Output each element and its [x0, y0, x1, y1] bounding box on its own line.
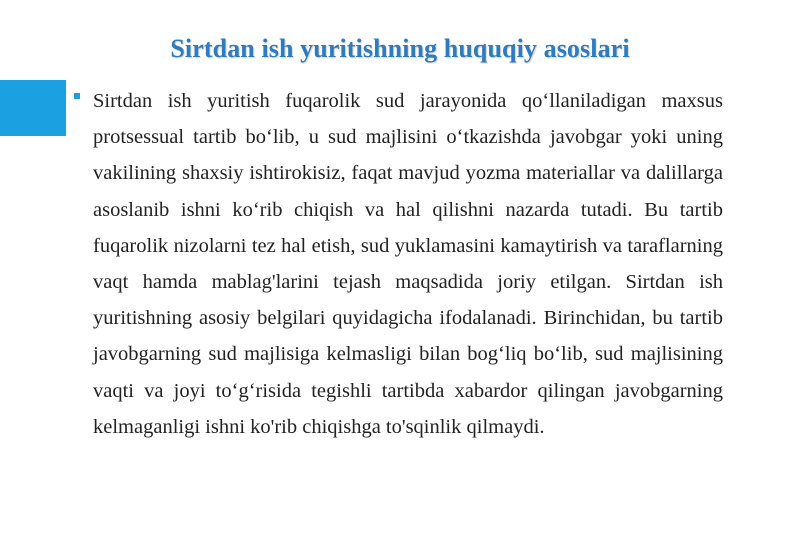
bullet-square-icon	[74, 93, 80, 99]
body-paragraph: Sirtdan ish yuritish fuqarolik sud jarayonida qo‘llaniladigan maxsus protsessual tartib bo‘lib, u sud majlisini o‘tkazishda javobgar yoki uning vakilining shaxsiy ishtirokisiz, faqat mavjud yozma materiallar va dalillarga asoslanib ishni ko‘rib chiqish va hal qilishni nazarda tutadi. Bu tartib fuqarolik nizolarni tez hal etish, sud yuklamasini kamaytirish va taraflarning vaqt hamda mablag'larini tejash maqsadida joriy etilgan. Sirtdan ish yuritishning asosiy belgilari quyidagicha ifodalanadi. Birinchidan, bu tartib javobgarning sud majlisiga kelmasligi bilan bog‘liq bo‘lib, sud majlisining vaqti va joyi to‘g‘risida tegishli tartibda xabardor qilingan javobgarning kelmaganligi ishni ko'rib chiqishga to'sqinlik qilmaydi.	[93, 90, 723, 438]
accent-bar	[0, 80, 66, 136]
slide-title: Sirtdan ish yuritishning huquqiy asoslari	[170, 34, 630, 63]
